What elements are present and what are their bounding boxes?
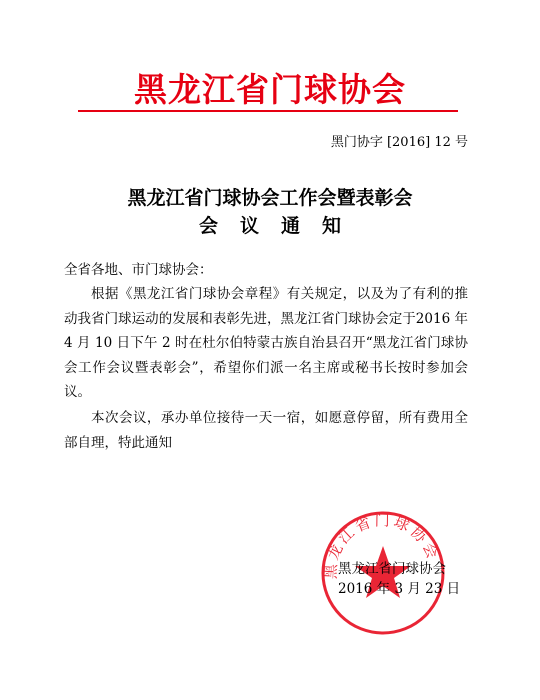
notice-title-line1: 黑龙江省门球协会工作会暨表彰会 <box>127 187 413 209</box>
header-red-rule <box>78 110 458 112</box>
signature-date: 2016 年 3 月 23 日 <box>338 581 461 597</box>
signature-org: 黑龙江省门球协会 <box>338 561 446 577</box>
notice-title-line2: 会议通知 <box>198 215 363 237</box>
body-paragraph: 本次会议，承办单位接待一天一宿，如愿意停留，所有费用全部自理，特此通知 <box>64 410 468 451</box>
body-paragraph: 根据《黑龙江省门球协会章程》有关规定，以及为了有利的推动我省门球运动的发展和表彰先进，黑龙江省门球协会定于2016 年 4 月 10 日下午 2 时在杜尔伯特蒙古族自治县召开“黑龙江省门球协会工作会议暨表彰会”，希望你们派一名主席或秘书长按时参加会议。 <box>64 286 468 400</box>
document-header-org-title: 黑龙江省门球协会 <box>134 70 406 109</box>
salutation: 全省各地、市门球协会： <box>64 262 213 278</box>
document-number: 黑门协字 [2016] 12 号 <box>330 135 468 150</box>
seal-text: 黑龙江省门球协会 <box>321 511 443 580</box>
